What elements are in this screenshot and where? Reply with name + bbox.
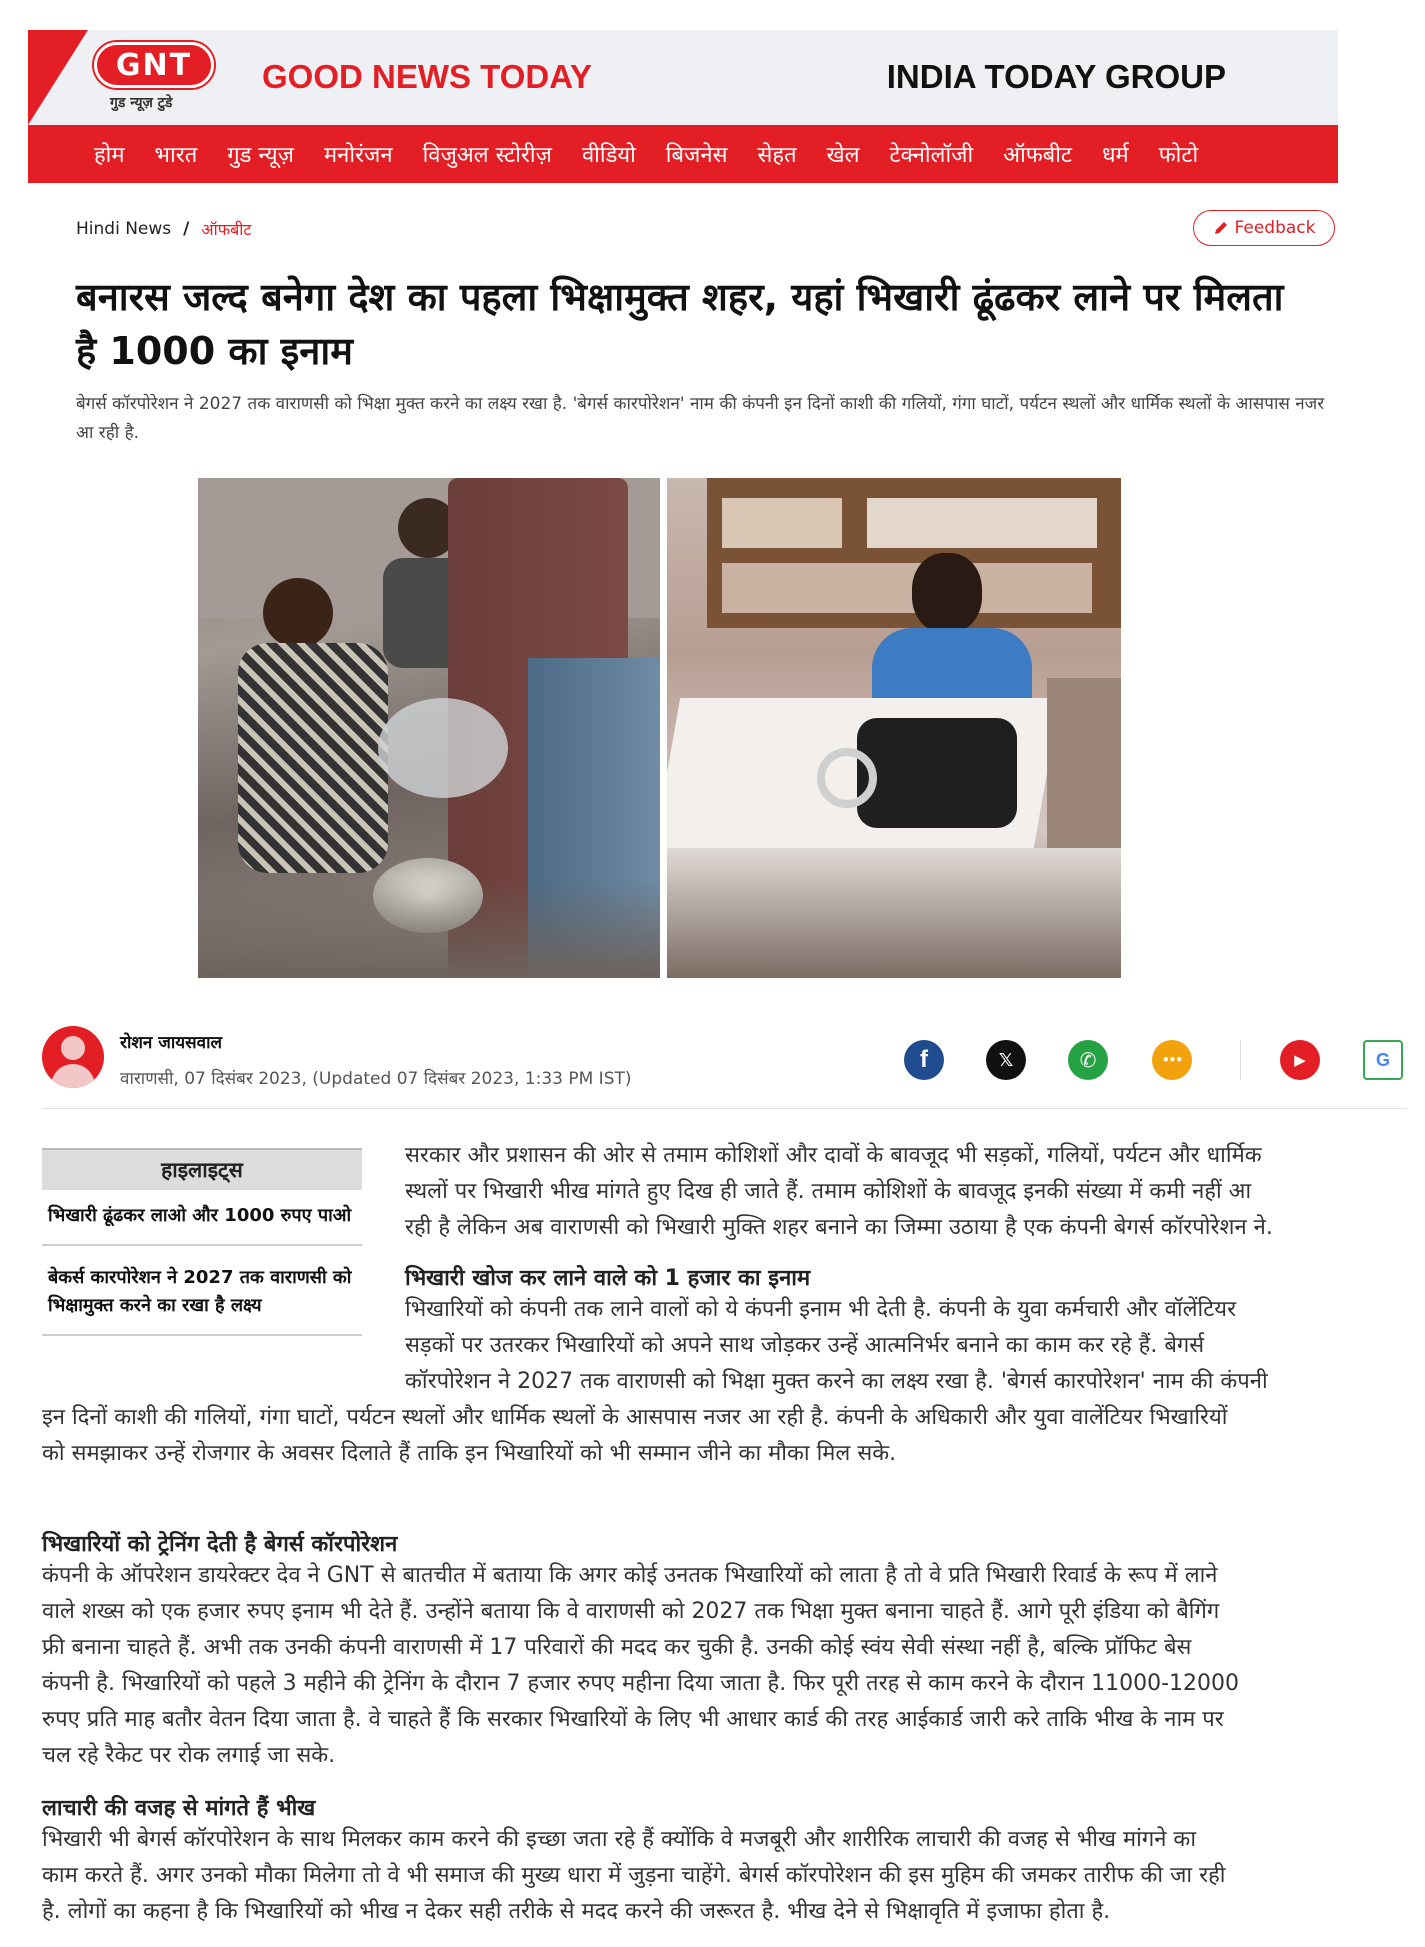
breadcrumb-home[interactable]: Hindi News <box>76 219 172 239</box>
logo-stripe <box>28 30 88 125</box>
nav-item-entertainment[interactable]: मनोरंजन <box>323 143 393 168</box>
photo-girl-dress <box>238 643 388 873</box>
paragraph-line: कंपनी के ऑपरेशन डायरेक्टर देव ने GNT से बातचीत में बताया कि अगर कोई उनतक भिखारियों को लाता है तो वे प्रति भिखारी रिवार्ड के रूप में लाने <box>42 1563 1218 1588</box>
paragraph-line: कॉरपोरेशन ने 2027 तक वाराणसी को भिक्षा मुक्त करने का लक्ष्य रखा है. 'बेगर्स कारपोरेशन' नाम की कंपनी <box>405 1369 1268 1394</box>
logo-subtitle: गुड न्यूज़ टुडे <box>110 95 173 111</box>
photo-girl-head <box>263 578 333 648</box>
site-logo[interactable] <box>28 30 218 125</box>
author-avatar[interactable] <box>42 1026 104 1088</box>
nav-item-home[interactable]: होम <box>94 143 125 168</box>
paragraph-2 <box>405 1292 1405 1400</box>
nav-item-religion[interactable]: धर्म <box>1102 143 1129 168</box>
avatar-head <box>61 1036 85 1060</box>
feedback-label: Feedback <box>1234 218 1316 238</box>
paragraph-3 <box>42 1558 1412 1774</box>
logo-badge <box>94 42 214 88</box>
photo-ground <box>198 878 660 978</box>
subheading-reward: भिखारी खोज कर लाने वाले को 1 हजार का इनाम <box>405 1266 811 1291</box>
paragraph-line: स्थलों पर भिखारी भीख मांगते हुए दिख ही जाते हैं. तमाम कोशिशों के बावजूद इनकी संख्या में कमी नहीं आ <box>405 1179 1252 1204</box>
whatsapp-icon: ✆ <box>1079 1048 1097 1072</box>
nav-item-good-news[interactable]: गुड न्यूज़ <box>227 143 294 168</box>
paragraph-line: को समझाकर उन्हें रोजगार के अवसर दिलाते हैं ताकि इन भिखारियों को भी सम्मान जीने का मौका मिल सके. <box>42 1441 897 1466</box>
nav-item-health[interactable]: सेहत <box>757 143 797 168</box>
share-x-button[interactable] <box>986 1040 1026 1080</box>
highlights-box <box>42 1148 362 1336</box>
breadcrumb-separator: / <box>183 219 190 239</box>
paragraph-line: भिखारियों को कंपनी तक लाने वालों को ये कंपनी इनाम भी देती है. कंपनी के युवा कर्मचारी और वॉलेंटियर <box>405 1297 1237 1322</box>
photo-shelf-box-2 <box>867 498 1097 548</box>
nav-item-video[interactable]: वीडियो <box>581 143 636 168</box>
x-icon: 𝕏 <box>998 1049 1014 1071</box>
group-name[interactable]: INDIA TODAY GROUP <box>886 58 1226 95</box>
site-name[interactable]: GOOD NEWS TODAY <box>262 58 593 95</box>
author-divider <box>42 1108 1407 1109</box>
paragraph-line: फ्री बनाना चाहते हैं. अभी तक उनकी कंपनी वाराणसी में 17 परिवारों की मदद कर चुकी है. उनकी कोई स्वंय सेवी संस्था नहीं है, बल्कि प्रॉफिट बेस <box>42 1635 1192 1660</box>
highlights-heading: हाइलाइट्स <box>42 1148 362 1190</box>
paragraph-2-continued <box>42 1400 1412 1472</box>
paragraph-1 <box>405 1138 1405 1246</box>
paragraph-line: सड़कों पर उतरकर भिखारियों को अपने साथ जोड़कर उन्हें आत्मनिर्भर बनाने का काम कर रहे हैं. बेगर्स <box>405 1333 1205 1358</box>
photo-sewing-machine <box>857 718 1017 828</box>
share-facebook-button[interactable] <box>904 1040 944 1080</box>
article-summary: बेगर्स कॉरपोरेशन ने 2027 तक वाराणसी को भिक्षा मुक्त करने का लक्ष्य रखा है. 'बेगर्स कारपोरेशन' नाम की कंपनी इन दिनों काशी की गलियों, गंगा घाटों, पर्यटन स्थलों और धार्मिक स्थलों के आसपास नजर आ रही है. <box>76 394 1325 443</box>
paragraph-line: है. लोगों का कहना है कि भिखारियों को भीख न देकर सही तरीके से मदद करने की जरूरत है. भीख देने से भिक्षावृति में इजाफा होता है. <box>42 1899 1111 1924</box>
paragraph-line: रुपए प्रति माह बतौर वेतन दिया जाता है. वे चाहते हैं कि सरकार भिखारियों के लिए भी आधार कार्ड की तरह आईकार्ड जारी करे ताकि भीख के नाम पर <box>42 1707 1224 1732</box>
nav-item-india[interactable]: भारत <box>154 143 198 168</box>
author-name[interactable]: रोशन जायसवाल <box>120 1033 223 1053</box>
article-photo-right <box>667 478 1121 978</box>
paragraph-line: सरकार और प्रशासन की ओर से तमाम कोशिशों और दावों के बावजूद भी सड़कों, गलियों, पर्यटन और धार्मिक <box>405 1143 1262 1168</box>
highlight-item: भिखारी ढूंढकर लाओ और 1000 रुपए पाओ <box>42 1190 362 1246</box>
nav-item-sports[interactable]: खेल <box>826 143 860 168</box>
youtube-button[interactable] <box>1280 1040 1320 1080</box>
facebook-icon: f <box>920 1046 928 1073</box>
photo-woman-head <box>912 553 982 633</box>
google-news-icon: G <box>1375 1049 1390 1070</box>
nav-item-photo[interactable]: फोटो <box>1158 143 1199 168</box>
main-nav <box>28 125 1338 183</box>
paragraph-line: रही है लेकिन अब वाराणसी को भिखारी मुक्ति शहर बनाने का जिम्मा उठाया है एक कंपनी बेगर्स कॉरपोरेशन ने. <box>405 1215 1273 1240</box>
photo-floor <box>667 848 1121 978</box>
photo-shelf-box-1 <box>722 498 842 548</box>
subheading-helplessness: लाचारी की वजह से मांगते हैं भीख <box>42 1796 316 1821</box>
article-title: बनारस जल्द बनेगा देश का पहला भिक्षामुक्त शहर, यहां भिखारी ढूंढकर लाने पर मिलता है 1000 का इनाम <box>76 275 1284 373</box>
breadcrumb <box>76 218 251 240</box>
nav-item-technology[interactable]: टेक्नोलॉजी <box>889 143 974 168</box>
paragraph-line: काम करते हैं. अगर उनको मौका मिलेगा तो वे भी समाज की मुख्य धारा में जुड़ना चाहेंगे. बेगर्स कॉरपोरेशन की इस मुहिम की जमकर तारीफ की जा रही <box>42 1863 1226 1888</box>
breadcrumb-current[interactable]: ऑफबीट <box>201 220 252 239</box>
share-chat-button[interactable] <box>1152 1040 1192 1080</box>
share-divider <box>1240 1040 1241 1080</box>
youtube-icon: ▶ <box>1294 1051 1306 1069</box>
paragraph-line: कंपनी है. भिखारियों को पहले 3 महीने की ट्रेनिंग के दौरान 7 हजार रुपए महीना दिया जाता है. फिर पूरी तरह से काम करने के दौरान 11000-12000 <box>42 1671 1240 1696</box>
photo-machine-wheel <box>817 748 877 808</box>
paragraph-line: भिखारी भी बेगर्स कॉरपोरेशन के साथ मिलकर काम करने की इच्छा जता रहे हैं क्योंकि वे मजबूरी और शारीरिक लाचारी की वजह से भीख मांगने का <box>42 1827 1197 1852</box>
photo-plastic-sheet <box>378 698 508 798</box>
nav-item-visual-stories[interactable]: विजुअल स्टोरीज़ <box>422 143 552 168</box>
feedback-button[interactable] <box>1193 210 1335 246</box>
article-dateline: वाराणसी, 07 दिसंबर 2023, (Updated 07 दिसंबर 2023, 1:33 PM IST) <box>120 1069 632 1089</box>
avatar-body <box>51 1064 95 1088</box>
article-photo-left <box>198 478 660 978</box>
subheading-training: भिखारियों को ट्रेनिंग देती है बेगर्स कॉरपोरेशन <box>42 1532 398 1557</box>
paragraph-line: इन दिनों काशी की गलियों, गंगा घाटों, पर्यटन स्थलों और धार्मिक स्थलों के आसपास नजर आ रही है. कंपनी के अधिकारी और युवा वालेंटियर भिखारियों <box>42 1405 1228 1430</box>
paragraph-line: वाले शख्स को एक हजार रुपए इनाम भी देते हैं. उन्होंने बताया कि वे वाराणसी को 2027 तक भिक्षा मुक्त बनाना चाहते हैं. आगे पूरी इंडिया को बैगिंग <box>42 1599 1220 1624</box>
pencil-icon <box>1213 220 1229 236</box>
google-news-button[interactable] <box>1363 1040 1403 1080</box>
highlight-item: बेकर्स कारपोरेशन ने 2027 तक वाराणसी को भिक्षामुक्त करने का रखा है लक्ष्य <box>42 1246 362 1336</box>
site-header <box>28 30 1338 125</box>
logo-text: GNT <box>115 47 193 83</box>
chat-icon: ••• <box>1161 1053 1182 1067</box>
nav-item-business[interactable]: बिजनेस <box>665 143 728 168</box>
photo-shelf-box-3 <box>722 563 1092 613</box>
paragraph-line: चल रहे रैकेट पर रोक लगाई जा सके. <box>42 1743 336 1768</box>
nav-item-offbeat[interactable]: ऑफबीट <box>1003 143 1073 168</box>
paragraph-4 <box>42 1822 1412 1930</box>
share-whatsapp-button[interactable] <box>1068 1040 1108 1080</box>
